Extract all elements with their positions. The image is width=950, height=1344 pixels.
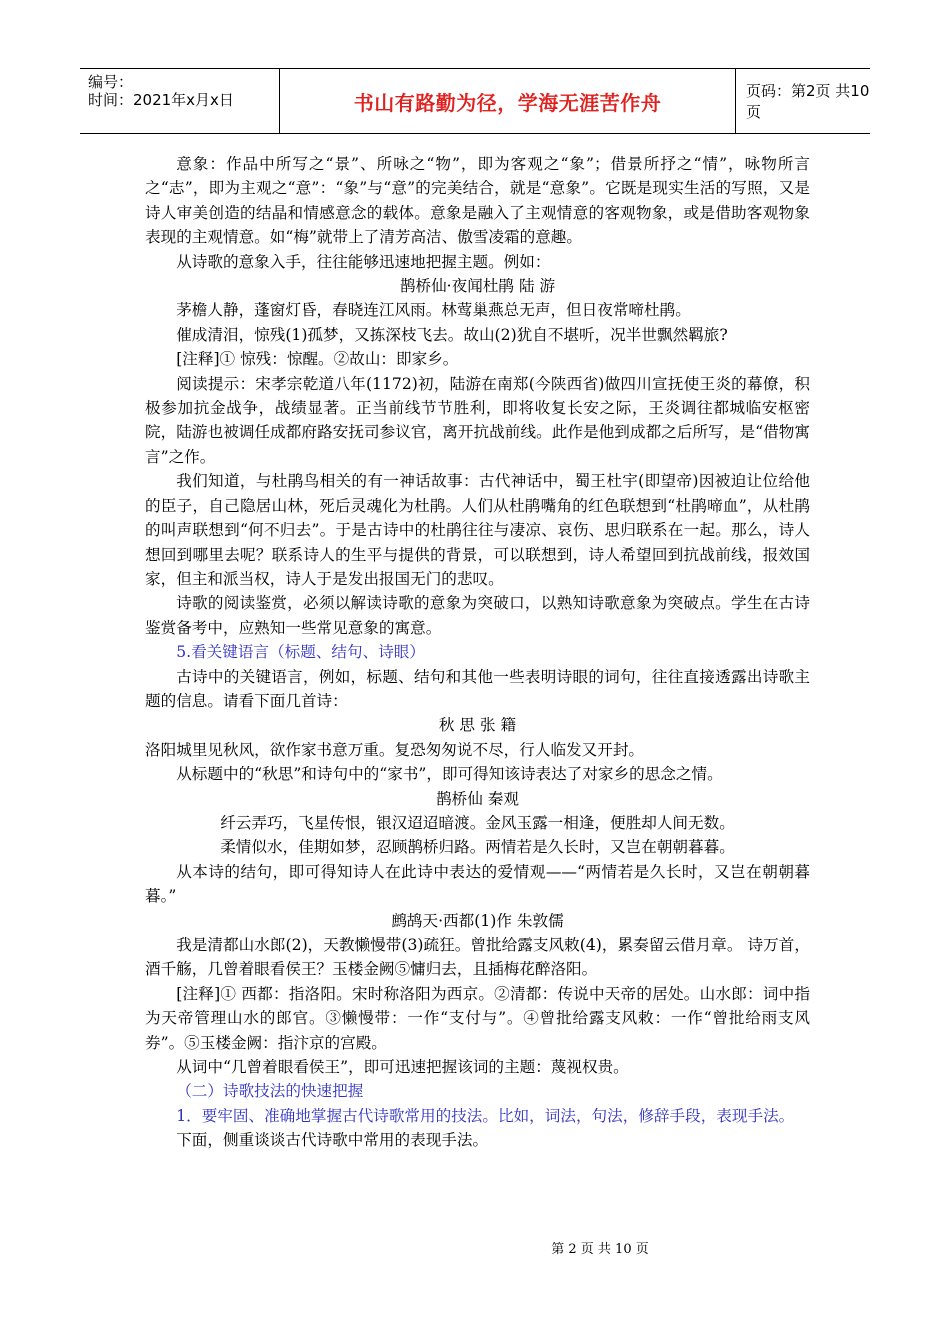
- header-page-number: 页码：第2页 共10页: [746, 82, 870, 121]
- poem-line: 秋 思 张 籍: [438, 716, 517, 735]
- body-paragraph: [注释]① 西都：指洛阳。宋时称洛阳为西京。②清都：传说中天帝的居处。山水郎：词中指为天帝管理山水的郎官。③懒慢带：一作“支付与”。④曾批给露支风敕：一作“曾批给雨支风券”。⑤玉楼金阙：指汴京的宫殿。: [145, 984, 810, 1052]
- poem-line: 鹊桥仙 秦观: [436, 789, 519, 808]
- poem-line: 纤云弄巧，飞星传恨，银汉迢迢暗渡。金风玉露一相逢，便胜却人间无数。: [220, 813, 735, 832]
- body-paragraph: 从本诗的结句，即可得知诗人在此诗中表达的爱情观——“两情若是久长时，又岂在朝朝暮暮。”: [145, 862, 810, 906]
- header-motto: 书山有路勤为径，学海无涯苦作舟: [280, 69, 736, 133]
- document-date-label: 时间：2021年x月x日: [88, 91, 234, 109]
- document-number-label: 编号：: [88, 73, 134, 91]
- section-heading: 5.看关键语言（标题、结句、诗眼）: [176, 643, 425, 662]
- body-paragraph: 洛阳城里见秋风，欲作家书意万重。复恐匆匆说不尽，行人临发又开封。: [145, 740, 645, 759]
- body-paragraph: 我们知道，与杜鹃鸟相关的有一神话故事：古代神话中，蜀王杜宇(即望帝)因被迫让位给他的臣子，自己隐居山林，死后灵魂化为杜鹃。人们从杜鹃嘴角的红色联想到“杜鹃啼血”，从杜鹃的叫声联想到“何不归去”。于是古诗中的杜鹃往往与凄凉、哀伤、思归联系在一起。那么，诗人想回到哪里去呢？联系诗人的生平与提供的背景，可以联想到，诗人希望回到抗战前线，报效国家，但主和派当权，诗人于是发出报国无门的悲叹。: [145, 472, 810, 588]
- poem-line: 鹊桥仙·夜闻杜鹃 陆 游: [399, 277, 556, 296]
- body-paragraph: 我是清都山水郎(2)，天教懒慢带(3)疏狂。曾批给露支风敕(4)，累奏留云借月章。 诗万首，酒千觞，几曾着眼看侯王？玉楼金阙⑤慵归去，且插梅花醉洛阳。: [145, 936, 810, 979]
- footer-page-number: 第 2 页 共 10 页: [551, 1242, 649, 1257]
- body-paragraph: 诗歌的阅读鉴赏，必须以解读诗歌的意象为突破口，以熟知诗歌意象为突破点。学生在古诗鉴赏备考中，应熟知一些常见意象的寓意。: [145, 594, 810, 637]
- poem-line: 鹧鸪天·西都(1)作 朱敦儒: [391, 911, 564, 930]
- body-paragraph: 催成清泪，惊残(1)孤梦，又拣深枝飞去。故山(2)犹自不堪听，况半世飘然羁旅?: [176, 325, 728, 344]
- page-footer: [0, 1238, 950, 1257]
- body-paragraph: 阅读提示：宋孝宗乾道八年(1172)初，陆游在南郑(今陕西省)做四川宣抚使王炎的幕僚，积极参加抗金战争，战绩显著。正当前线节节胜利，即将收复长安之际，王炎调往都城临安枢密院，陆游也被调任成都府路安抚司参议官，离开抗战前线。此作是他到成都之后所写，是“借物寓言”之作。: [145, 374, 810, 466]
- body-paragraph: 下面，侧重谈谈古代诗歌中常用的表现手法。: [176, 1131, 489, 1150]
- body-paragraph: 从诗歌的意象入手，往往能够迅速地把握主题。例如：: [176, 252, 551, 271]
- page-header: [80, 68, 870, 134]
- header-meta: [80, 69, 280, 133]
- body-paragraph: 从词中“几曾着眼看侯王”，即可迅速把握该词的主题：蔑视权贵。: [176, 1058, 629, 1077]
- body-paragraph: 古诗中的关键语言，例如，标题、结句和其他一些表明诗眼的词句，往往直接透露出诗歌主题的信息。请看下面几首诗：: [145, 667, 810, 710]
- poem-line: 柔情似水，佳期如梦，忍顾鹊桥归路。两情若是久长时，又岂在朝朝暮暮。: [220, 838, 735, 857]
- body-paragraph: 茅檐人静，蓬窗灯昏，春晓连江风雨。林莺巢燕总无声，但日夜常啼杜鹃。: [176, 301, 691, 320]
- body-paragraph: 意象：作品中所写之“景”、所咏之“物”，即为客观之“象”；借景所抒之“情”，咏物所言之“志”，即为主观之“意”：“象”与“意”的完美结合，就是“意象”。它既是现实生活的写照，又是诗人审美创造的结晶和情感意念的载体。意象是融入了主观情意的客观物象，或是借助客观物象表现的主观情意。如“梅”就带上了清芳高洁、傲雪凌霜的意趣。: [145, 155, 810, 247]
- section-heading: （二）诗歌技法的快速把握: [176, 1082, 364, 1101]
- body-paragraph: 从标题中的“秋思”和诗句中的“家书”，即可得知该诗表达了对家乡的思念之情。: [176, 765, 723, 784]
- body-paragraph: [注释]① 惊残：惊醒。②故山：即家乡。: [176, 350, 459, 369]
- document-body: [145, 152, 810, 1153]
- section-heading: 1．要牢固、准确地掌握古代诗歌常用的技法。比如，词法，句法，修辞手段，表现手法。: [176, 1106, 795, 1125]
